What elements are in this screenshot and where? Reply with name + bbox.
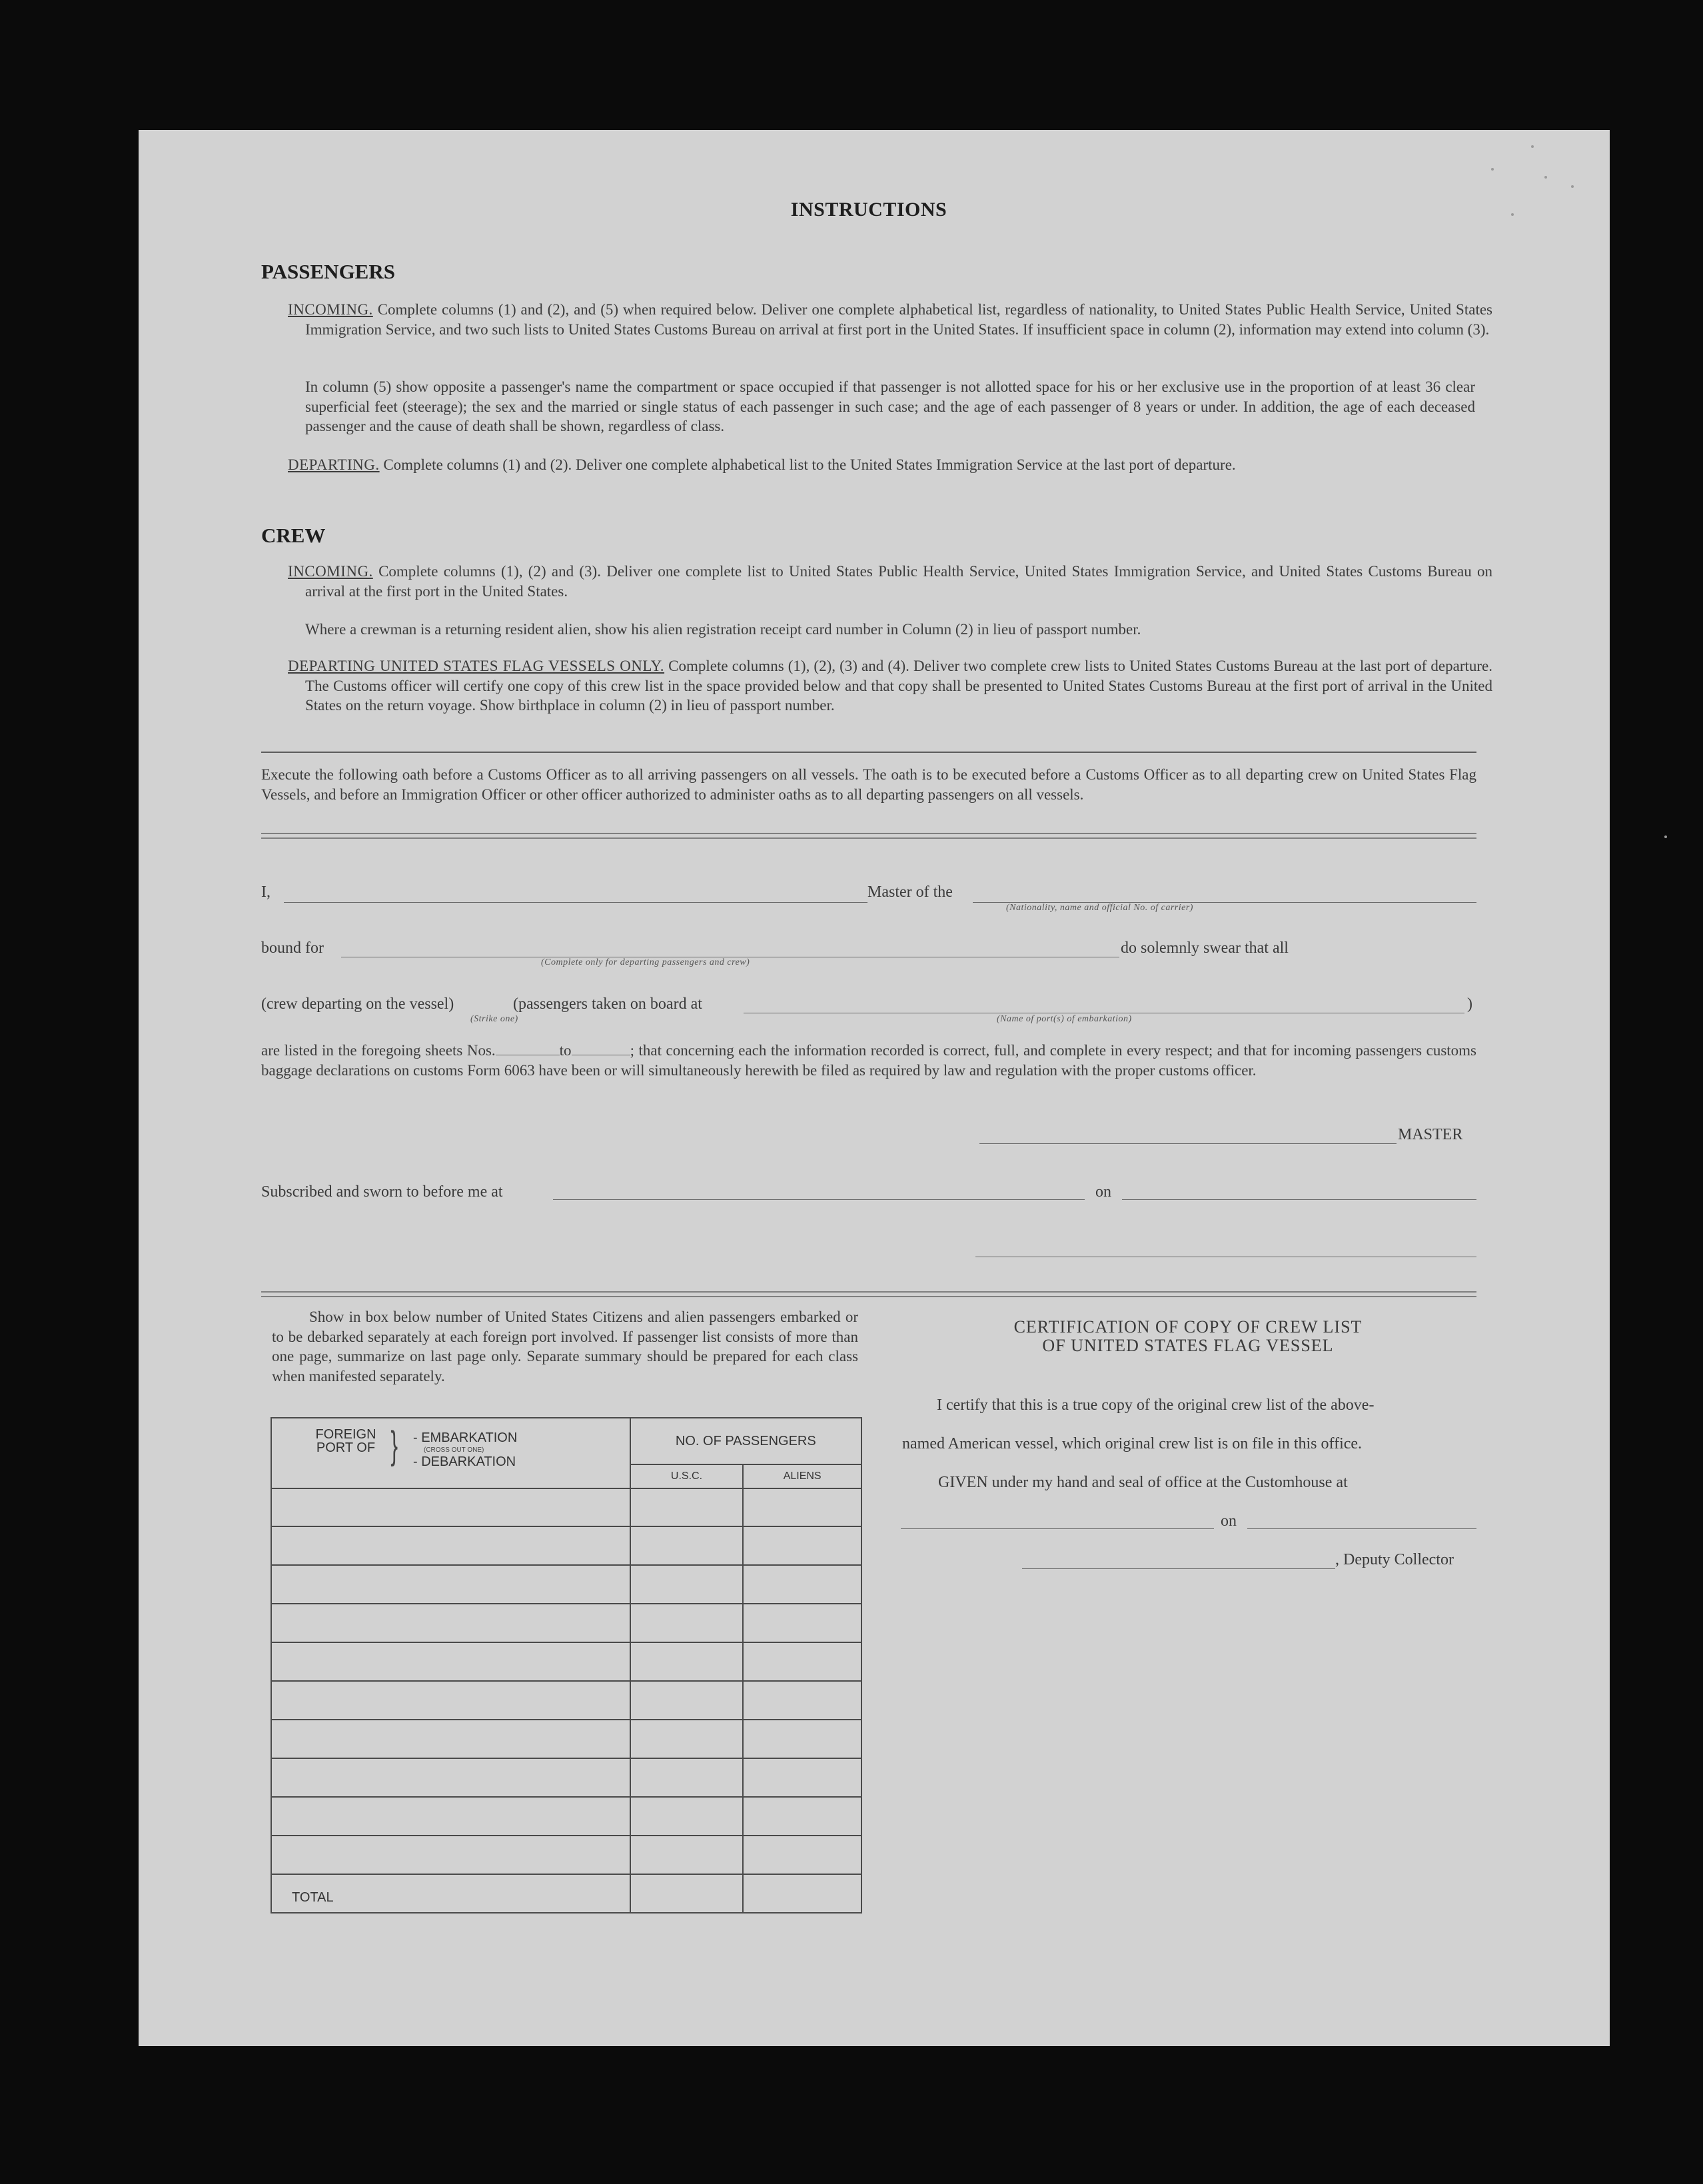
sworn-date-field[interactable] [1122, 1199, 1476, 1200]
bound-for-caption: (Complete only for departing passengers and crew) [541, 957, 750, 967]
deputy-signature-field[interactable] [1022, 1568, 1335, 1569]
oath-concerning-text: ; that concerning each the information recorded is correct, full, and complete in every respect; and [630, 1042, 1240, 1059]
sheet-to-field[interactable] [572, 1043, 630, 1055]
passengers-heading: PASSENGERS [261, 260, 395, 283]
passengers-column5-paragraph: In column (5) show opposite a passenger's name the compartment or space occupied if that passenger is not allotted space for his or her exclusive use in the proportion of at least 36 clear superficial feet (steerage); the sex and the married or single status of each passenger in such case; and the age of each passenger of 8 years or under. In addition, the age of each deceased passenger and the cause of death shall be shown, regardless of class. [305, 378, 1475, 434]
swear-text: do solemnly swear that all [1121, 939, 1289, 957]
crew-departing-label: DEPARTING UNITED STATES FLAG VESSELS ONLY. [288, 658, 665, 674]
crew-resident-paragraph: Where a crewman is a returning resident alien, show his alien registration receipt card number in Column (2) in lieu of passport number. [305, 621, 1141, 638]
master-name-field[interactable] [284, 902, 867, 903]
crew-incoming-paragraph [288, 562, 1492, 601]
sworn-place-field[interactable] [553, 1199, 1085, 1200]
total-row [271, 1874, 861, 1913]
port-cell[interactable] [271, 1836, 630, 1874]
usc-cell[interactable] [630, 1642, 744, 1681]
certify-line-2: named American vessel, which original crew list is on file in this office. [902, 1435, 1363, 1452]
passengers-departing-paragraph [288, 455, 1492, 475]
crew-departing-option[interactable]: (crew departing on the vessel) [261, 995, 454, 1013]
crew-heading: CREW [261, 524, 326, 547]
table-row [271, 1758, 861, 1797]
aliens-header-cell [743, 1464, 861, 1488]
usc-cell[interactable] [630, 1488, 744, 1526]
table-row [271, 1488, 861, 1526]
port-cell[interactable] [271, 1681, 630, 1720]
aliens-cell[interactable] [743, 1526, 861, 1565]
passengers-incoming-text: Complete columns (1) and (2), and (5) when required below. Deliver one complete alphabetical list, regardless of nationality, to United States Public Health Service, United States Immigration Service, and two such lists to United States Customs Bureau on arrival at first port in the United States. If insufficient space in column (2), information may extend into column (3). [305, 301, 1492, 338]
certification-date-field[interactable] [1247, 1528, 1476, 1529]
usc-cell[interactable] [630, 1758, 744, 1797]
usc-label: U.S.C. [670, 1470, 703, 1482]
usc-total-cell[interactable] [630, 1874, 744, 1913]
total-label: TOTAL [292, 1890, 334, 1905]
usc-cell[interactable] [630, 1604, 744, 1642]
oath-instructions: Execute the following oath before a Customs Officer as to all arriving passengers on all vessels. The oath is to be executed before a Customs Officer as to all departing crew on United States Flag Vessels, and before an Immigration Officer or other officer authorized to administer oaths as to all departing passengers on all vessels. [261, 766, 1476, 803]
certification-title [899, 1318, 1476, 1355]
certification-on-label: on [1221, 1512, 1237, 1530]
deputy-collector-label: , Deputy Collector [1335, 1551, 1454, 1568]
aliens-cell[interactable] [743, 1488, 861, 1526]
total-label-cell [271, 1874, 630, 1913]
embarkation-port-caption: (Name of port(s) of embarkation) [997, 1014, 1132, 1024]
crew-departing-paragraph [288, 656, 1492, 716]
aliens-cell[interactable] [743, 1642, 861, 1681]
strike-caption: (Strike one) [470, 1014, 518, 1024]
table-row [271, 1604, 861, 1642]
oath-baggage-text: that for incoming passengers customs baggage declarations on customs Form 6063 have been or will simultaneously herewith be filed as required by law and regulation with the proper customs officer. [261, 1042, 1477, 1079]
passengers-incoming-paragraph [288, 300, 1492, 339]
summary-instructions: Show in box below number of United States Citizens and alien passengers embarked or to be debarked separately at each foreign port involved. If passenger list consists of more than one page, summarize on last page only. Separate summary should be prepared for each class when manifested separately. [272, 1309, 858, 1384]
table-row [271, 1565, 861, 1604]
instructions-title: INSTRUCTIONS [790, 199, 947, 221]
aliens-total-cell[interactable] [743, 1874, 861, 1913]
certification-title-line1: CERTIFICATION OF COPY OF CREW LIST [1013, 1317, 1363, 1337]
master-of-label: Master of the [867, 883, 953, 901]
passenger-summary-table [271, 1417, 862, 1913]
oath-i-label: I, [261, 883, 271, 901]
passengers-taken-option[interactable]: (passengers taken on board at [513, 995, 702, 1013]
table-row [271, 1526, 861, 1565]
table-row [271, 1836, 861, 1874]
cross-out-note: (CROSS OUT ONE) [424, 1446, 484, 1454]
crew-incoming-label: INCOMING. [288, 563, 373, 580]
usc-cell[interactable] [630, 1720, 744, 1758]
master-signature-field[interactable] [979, 1143, 1397, 1144]
port-cell[interactable] [271, 1526, 630, 1565]
given-line: GIVEN under my hand and seal of office at the Customhouse at [938, 1474, 1348, 1491]
table-row [271, 1720, 861, 1758]
port-cell[interactable] [271, 1488, 630, 1526]
oath-to-text: to [559, 1042, 572, 1059]
embarkation-label[interactable]: - EMBARKATION [413, 1430, 518, 1445]
double-divider [261, 833, 1476, 839]
scan-speck [1571, 185, 1574, 188]
usc-cell[interactable] [630, 1526, 744, 1565]
close-paren: ) [1467, 995, 1472, 1013]
master-label: MASTER [1398, 1126, 1463, 1143]
customhouse-place-field[interactable] [901, 1528, 1214, 1529]
oath-statement [261, 1041, 1476, 1080]
table-row [271, 1642, 861, 1681]
certify-line-1: I certify that this is a true copy of the original crew list of the above- [937, 1396, 1375, 1414]
table-row [271, 1681, 861, 1720]
scan-speck [1544, 176, 1547, 179]
port-cell[interactable] [271, 1797, 630, 1836]
section-divider [261, 752, 1476, 753]
subscribed-label: Subscribed and sworn to before me at [261, 1183, 503, 1201]
sheet-from-field[interactable] [496, 1043, 560, 1055]
debarkation-label[interactable]: - DEBARKATION [413, 1454, 516, 1469]
aliens-cell[interactable] [743, 1836, 861, 1874]
oath-listed-text: are listed in the foregoing sheets Nos. [261, 1042, 496, 1059]
usc-header-cell [630, 1464, 744, 1488]
port-cell[interactable] [271, 1565, 630, 1604]
sworn-on-label: on [1095, 1183, 1111, 1201]
port-cell[interactable] [271, 1604, 630, 1642]
table-row [271, 1797, 861, 1836]
no-of-passengers-label: NO. OF PASSENGERS [675, 1433, 816, 1448]
port-header-cell [271, 1418, 630, 1488]
aliens-cell[interactable] [743, 1604, 861, 1642]
aliens-cell[interactable] [743, 1758, 861, 1797]
scan-speck [1491, 168, 1494, 171]
aliens-cell[interactable] [743, 1565, 861, 1604]
passengers-departing-label: DEPARTING. [288, 456, 380, 473]
certification-title-line2: OF UNITED STATES FLAG VESSEL [1042, 1336, 1334, 1355]
passengers-departing-text: Complete columns (1) and (2). Deliver one complete alphabetical list to the United States Immigration Service at the last port of departure. [383, 456, 1236, 473]
aliens-cell[interactable] [743, 1720, 861, 1758]
passengers-incoming-label: INCOMING. [288, 301, 373, 318]
brace-icon: } [390, 1424, 398, 1467]
scan-speck [1664, 835, 1667, 838]
crew-incoming-text: Complete columns (1), (2) and (3). Deliver one complete list to United States Public Health Service, United States Immigration Service, and United States Customs Bureau on arrival at the first port in the United States. [305, 563, 1492, 600]
carrier-caption: (Nationality, name and official No. of carrier) [1006, 903, 1193, 913]
port-cell[interactable] [271, 1642, 630, 1681]
aliens-label: ALIENS [783, 1470, 822, 1482]
port-cell[interactable] [271, 1720, 630, 1758]
usc-cell[interactable] [630, 1797, 744, 1836]
aliens-cell[interactable] [743, 1797, 861, 1836]
usc-cell[interactable] [630, 1565, 744, 1604]
port-cell[interactable] [271, 1758, 630, 1797]
crew-departing-text: Complete columns (1), (2), (3) and (4). Deliver two complete crew lists to United States Customs Bureau at the last port of departure. The Customs officer will certify one copy of this crew list in the space provided below and that copy shall be presented to United States Customs Bureau at the first port of arrival in the United States on the return voyage. Show birthplace in column (2) in lieu of passport number. [305, 658, 1492, 714]
foreign-port-label: FOREIGN PORT OF [315, 1427, 376, 1455]
usc-cell[interactable] [630, 1681, 744, 1720]
scan-speck [1531, 145, 1534, 148]
aliens-cell[interactable] [743, 1681, 861, 1720]
passengers-header-cell [630, 1418, 861, 1464]
double-divider-lower [261, 1291, 1476, 1297]
usc-cell[interactable] [630, 1836, 744, 1874]
bound-for-label: bound for [261, 939, 324, 957]
